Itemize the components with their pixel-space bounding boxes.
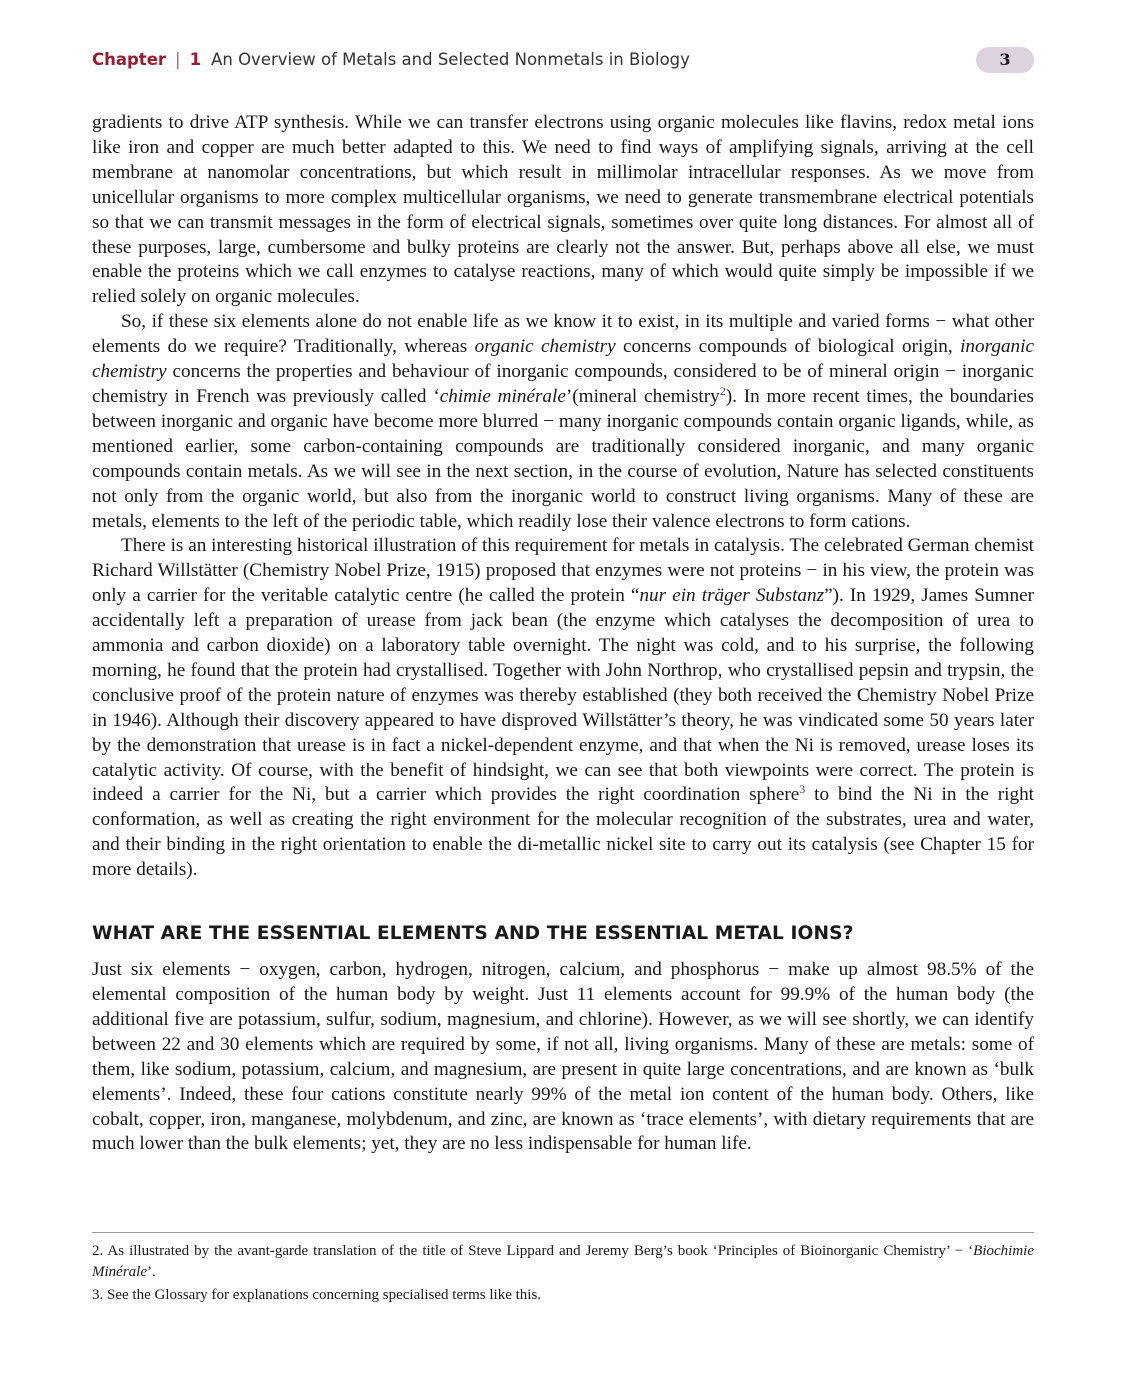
- italic-term: nur ein träger Substanz: [639, 585, 825, 607]
- footnote-3: 3. See the Glossary for explanations concerning specialised terms like this.: [92, 1287, 542, 1303]
- italic-term: inorganic chemistry: [92, 336, 1034, 383]
- book-page: [92, 0, 1034, 1388]
- text-run: ’(mineral chemistry: [565, 385, 720, 407]
- footnote-ref-2[interactable]: 2: [719, 383, 726, 398]
- paragraph-1: gradients to drive ATP synthesis. While we can transfer electrons using organic molecules like flavins, redox metal ions like iron and copper are much better adapted to this. We need to find ways of amplifying signals, arriving at the cell membrane at nanomolar concentrations, but which result in millimolar intracellular responses. As we move from unicellular organisms to more complex multicellular organisms, we need to generate transmembrane electrical potentials so that we can transmit messages in the form of electrical signals, sometimes over quite long distances. For almost all of these purposes, large, cumbersome and bulky proteins are clearly not the answer. But, perhaps above all else, we must enable the proteins which we call enzymes to catalyse reactions, many of which would quite simply be impossible if we relied solely on organic molecules.: [92, 112, 1034, 308]
- text-run: ). In more recent times, the boundaries between inorganic and organic have become more blurred − many inorganic compounds contain organic ligands, while, as mentioned earlier, some carbon-containing compounds are traditionally considered inorganic, and many organic compounds contain metals. As we will see in the next section, in the course of evolution, Nature has selected constituents not only from the organic world, but also from the inorganic world to construct living organisms. Many of these are metals, elements to the left of the periodic table, which readily lose their valence electrons to form cations.: [92, 385, 1034, 532]
- text-run: concerns the properties and behaviour of inorganic compounds, considered to be of mineral origin − inorganic chemistry in French was previously called ‘: [92, 361, 1034, 407]
- text-run: So, if these six elements alone do not enable life as we know it to exist, in its multiple and varied forms − what other elements do we require? Traditionally, whereas: [92, 311, 1034, 358]
- footnotes: [92, 1232, 1034, 1308]
- running-head: [92, 48, 1034, 72]
- chapter-title: An Overview of Metals and Selected Nonmetals in Biology: [211, 50, 690, 69]
- paragraph-2: [92, 310, 1034, 534]
- text-run: ”). In 1929, James Sumner accidentally left a preparation of urease from jack bean (the enzyme which catalyses the decomposition of urea to ammonia and carbon dioxide) on a laboratory table overnight. The night was cold, and to his surprise, the following morning, he found that the protein had crystallised. Together with John Northrop, who crystallised pepsin and trypsin, the conclusive proof of the protein nature of enzymes was thereby established (they both received the Chemistry Nobel Prize in 1946). Although their discovery appeared to have disproved Willstätter’s theory, he was vindicated some 50 years later by the demonstration that urease is in fact a nickel-dependent enzyme, and that when the Ni is removed, urease loses its catalytic activity. Of course, with the benefit of hindsight, we can see that both viewpoints were correct. The protein is indeed a carrier for the Ni, but a carrier which provides the right coordination sphere: [92, 585, 1034, 806]
- footnote-ref-3[interactable]: 3: [799, 782, 806, 797]
- paragraph-3: [92, 534, 1034, 883]
- paragraph-4: Just six elements − oxygen, carbon, hydrogen, nitrogen, calcium, and phosphorus − make up almost 98.5% of the elemental composition of the human body by weight. Just 11 elements account for 99.9% of the human body (the additional five are potassium, sulfur, sodium, magnesium, and chlorine). However, as we will see shortly, we can identify between 22 and 30 elements which are required by some, if not all, living organisms. Many of these are metals: some of them, like sodium, potassium, calcium, and magnesium, are present in quite large concentrations, and are known as ‘bulk elements’. Indeed, these four cations constitute nearly 99% of the metal ion content of the human body. Others, like cobalt, copper, iron, manganese, molybdenum, and zinc, are known as ‘trace elements’, with dietary requirements that are much lower than the bulk elements; yet, they are no less indispensable for human life.: [92, 959, 1034, 1155]
- header-separator: |: [175, 50, 181, 69]
- body-text: [92, 111, 1034, 1157]
- chapter-number: 1: [189, 50, 202, 69]
- italic-term: Biochimie Minérale: [92, 1243, 1034, 1280]
- text-run: concerns compounds of biological origin,: [615, 336, 961, 358]
- chapter-label: Chapter: [92, 50, 167, 69]
- page-number-badge: 3: [976, 47, 1034, 73]
- text-run: to bind the Ni in the right conformation, as well as creating the right environment for the molecular recognition of the substrates, urea and water, and their binding in the right orientation to enable the di-metallic nickel site to carry out its catalysis (see Chapter 15 for more details).: [92, 784, 1034, 881]
- footnote-2: [92, 1241, 1034, 1283]
- italic-term: chimie minérale: [439, 385, 566, 407]
- section-heading: WHAT ARE THE ESSENTIAL ELEMENTS AND THE ESSENTIAL METAL IONS?: [92, 923, 854, 945]
- text-run: 2. As illustrated by the avant-garde translation of the title of Steve Lippard and Jeremy Berg’s book ‘Principles of Bioinorganic Chemistry’ − ‘: [92, 1243, 974, 1259]
- text-run: There is an interesting historical illustration of this requirement for metals in catalysis. The celebrated German chemist Richard Willstätter (Chemistry Nobel Prize, 1915) proposed that enzymes were not proteins − in his view, the protein was only a carrier for the veritable catalytic centre (he called the protein “: [92, 535, 1034, 607]
- text-run: ’.: [146, 1264, 156, 1280]
- italic-term: organic chemistry: [474, 336, 616, 358]
